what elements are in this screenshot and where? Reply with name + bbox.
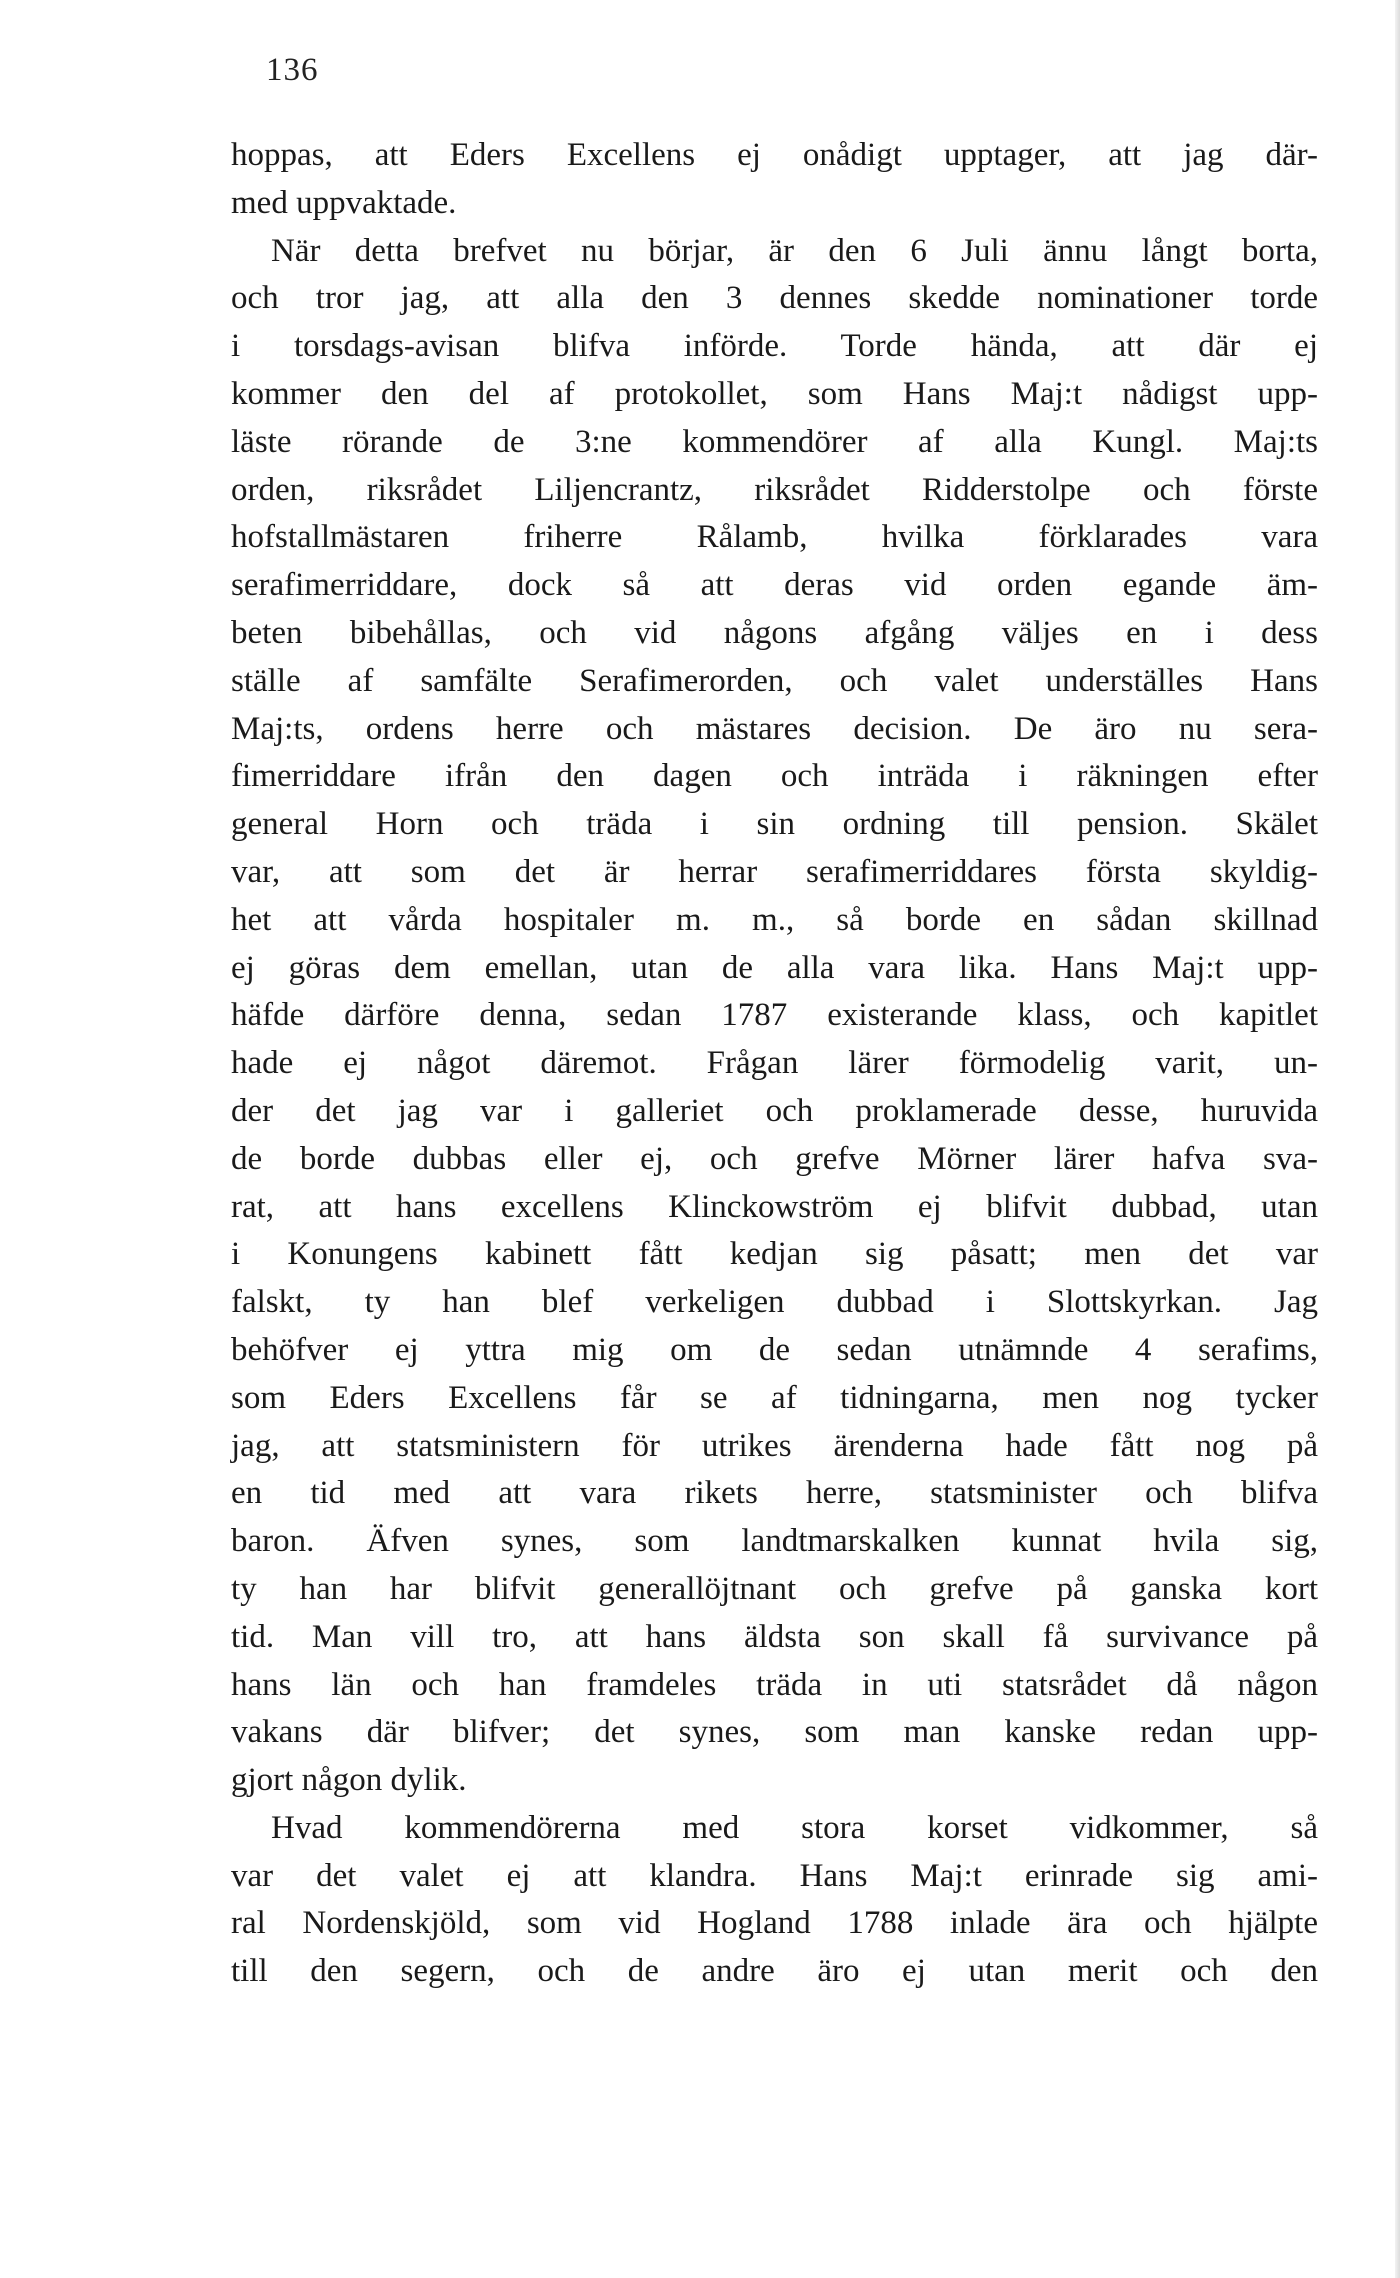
text-line: ställe af samfälte Serafimerorden, och valet underställes Hans: [231, 662, 1318, 699]
text-line: orden, riksrådet Liljencrantz, riksrådet Ridderstolpe och förste: [231, 471, 1318, 508]
text-line: beten bibehållas, och vid någons afgång väljes en i dess: [231, 614, 1318, 651]
text-line: ty han har blifvit generallöjtnant och grefve på ganska kort: [231, 1570, 1318, 1607]
text-line: och tror jag, att alla den 3 dennes skedde nominationer torde: [231, 280, 1318, 317]
text-line: kommer den del af protokollet, som Hans Maj:t nådigst upp-: [231, 375, 1318, 412]
page-number: 136: [266, 52, 319, 88]
text-line: de borde dubbas eller ej, och grefve Mörner lärer hafva sva-: [231, 1140, 1318, 1177]
text-line: var det valet ej att klandra. Hans Maj:t erinrade sig ami-: [231, 1857, 1318, 1894]
text-line: i torsdags-avisan blifva införde. Torde hända, att där ej: [231, 328, 1318, 365]
text-line: jag, att statsministern för utrikes ärenderna hade fått nog på: [231, 1427, 1318, 1464]
text-line: Hvad kommendörerna med stora korset vidkommer, så: [271, 1809, 1318, 1846]
text-line: hoppas, att Eders Excellens ej onådigt upptager, att jag där-: [231, 137, 1318, 173]
text-line: hofstallmästaren friherre Rålamb, hvilka förklarades vara: [231, 519, 1318, 556]
text-line: vakans där blifver; det synes, som man kanske redan upp-: [231, 1714, 1318, 1751]
text-line: med uppvaktade.: [231, 184, 457, 221]
text-line: serafimerriddare, dock så att deras vid orden egande äm-: [231, 567, 1318, 604]
text-line: en tid med att vara rikets herre, statsminister och blifva: [231, 1475, 1318, 1512]
text-line: tid. Man vill tro, att hans äldsta son skall få survivance på: [231, 1618, 1318, 1655]
text-line: i Konungens kabinett fått kedjan sig påsatt; men det var: [231, 1236, 1318, 1273]
text-line: rat, att hans excellens Klinckowström ej blifvit dubbad, utan: [231, 1188, 1318, 1225]
text-line: läste rörande de 3:ne kommendörer af alla Kungl. Maj:ts: [231, 423, 1318, 460]
text-line: hade ej något däremot. Frågan lärer förmodelig varit, un-: [231, 1045, 1318, 1082]
text-line: När detta brefvet nu börjar, är den 6 Juli ännu långt borta,: [271, 232, 1318, 269]
text-line: Maj:ts, ordens herre och mästares decision. De äro nu sera-: [231, 710, 1318, 747]
text-line: baron. Äfven synes, som landtmarskalken kunnat hvila sig,: [231, 1523, 1318, 1560]
body-text: [231, 132, 1318, 1996]
text-line: der det jag var i galleriet och proklamerade desse, huruvida: [231, 1092, 1318, 1129]
text-line: het att vårda hospitaler m. m., så borde en sådan skillnad: [231, 901, 1318, 938]
page-edge-shadow: [1395, 0, 1400, 2278]
text-line: fimerriddare ifrån den dagen och inträda i räkningen efter: [231, 758, 1318, 795]
text-line: ej göras dem emellan, utan de alla vara lika. Hans Maj:t upp-: [231, 949, 1318, 986]
text-line: var, att som det är herrar serafimerriddares första skyldig-: [231, 853, 1318, 890]
text-line: häfde därföre denna, sedan 1787 existerande klass, och kapitlet: [231, 997, 1318, 1034]
text-line: hans län och han framdeles träda in uti statsrådet då någon: [231, 1666, 1318, 1703]
text-line: behöfver ej yttra mig om de sedan utnämnde 4 serafims,: [231, 1331, 1318, 1368]
text-line: som Eders Excellens får se af tidningarna, men nog tycker: [231, 1379, 1318, 1416]
text-line: falskt, ty han blef verkeligen dubbad i Slottskyrkan. Jag: [231, 1284, 1318, 1321]
text-line: till den segern, och de andre äro ej utan merit och den: [231, 1953, 1318, 1990]
text-line: general Horn och träda i sin ordning till pension. Skälet: [231, 806, 1318, 843]
text-line: ral Nordenskjöld, som vid Hogland 1788 inlade ära och hjälpte: [231, 1905, 1318, 1942]
text-line: gjort någon dylik.: [231, 1762, 467, 1799]
